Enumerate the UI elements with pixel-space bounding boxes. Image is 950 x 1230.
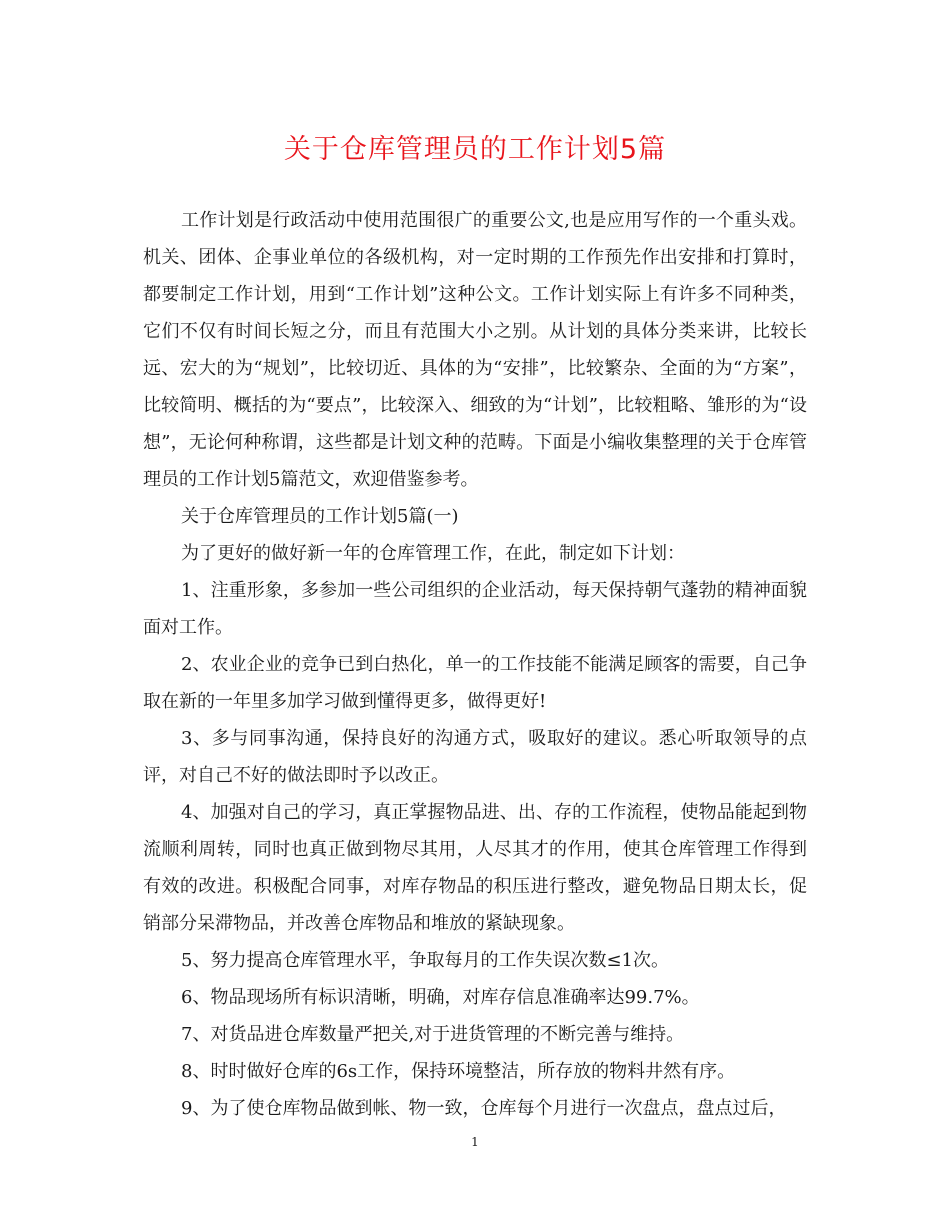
document-body <box>143 202 807 1127</box>
list-item: 8、时时做好仓库的6s工作，保持环境整洁，所存放的物料井然有序。 <box>181 1061 736 1082</box>
list-item: 5、努力提高仓库管理水平，争取每月的工作失误次数≤1次。 <box>181 950 669 971</box>
list-item: 2、农业企业的竞争已到白热化，单一的工作技能不能满足顾客的需要，自己争取在新的一年里多加学习做到懂得更多，做得更好! <box>143 654 807 712</box>
list-item: 6、物品现场所有标识清晰，明确，对库存信息准确率达99.7%。 <box>181 987 700 1008</box>
list-item: 4、加强对自己的学习，真正掌握物品进、出、存的工作流程，使物品能起到物流顺利周转，同时也真正做到物尽其用，人尽其才的作用，使其仓库管理工作得到有效的改进。积极配合同事，对库存物品的积压进行整改，避免物品日期太长，促销部分呆滞物品，并改善仓库物品和堆放的紧缺现象。 <box>143 802 807 934</box>
list-item: 7、对货品进仓库数量严把关,对于进货管理的不断完善与维持。 <box>181 1024 685 1045</box>
list-item: 9、为了使仓库物品做到帐、物一致，仓库每个月进行一次盘点，盘点过后， <box>181 1098 787 1119</box>
document-title: 关于仓库管理员的工作计划5篇 <box>283 134 667 165</box>
section-heading: 关于仓库管理员的工作计划5篇(一) <box>181 506 459 527</box>
body-paragraph: 为了更好的做好新一年的仓库管理工作，在此，制定如下计划： <box>181 543 685 564</box>
intro-paragraph: 工作计划是行政活动中使用范围很广的重要公文,也是应用写作的一个重头戏。机关、团体、企事业单位的各级机构，对一定时期的工作预先作出安排和打算时，都要制定工作计划，用到“工作计划”这种公文。工作计划实际上有许多不同种类，它们不仅有时间长短之分，而且有范围大小之别。从计划的具体分类来讲，比较长远、宏大的为“规划”，比较切近、具体的为“安排”，比较繁杂、全面的为“方案”，比较简明、概括的为“要点”，比较深入、细致的为“计划”，比较粗略、雏形的为“设想”，无论何种称谓，这些都是计划文种的范畴。下面是小编收集整理的关于仓库管理员的工作计划5篇范文，欢迎借鉴参考。 <box>143 210 807 490</box>
page-number: 1 <box>471 1135 479 1149</box>
list-item: 3、多与同事沟通，保持良好的沟通方式，吸取好的建议。悉心听取领导的点评，对自己不好的做法即时予以改正。 <box>143 728 807 786</box>
list-item: 1、注重形象，多参加一些公司组织的企业活动，每天保持朝气蓬勃的精神面貌面对工作。 <box>143 580 807 638</box>
